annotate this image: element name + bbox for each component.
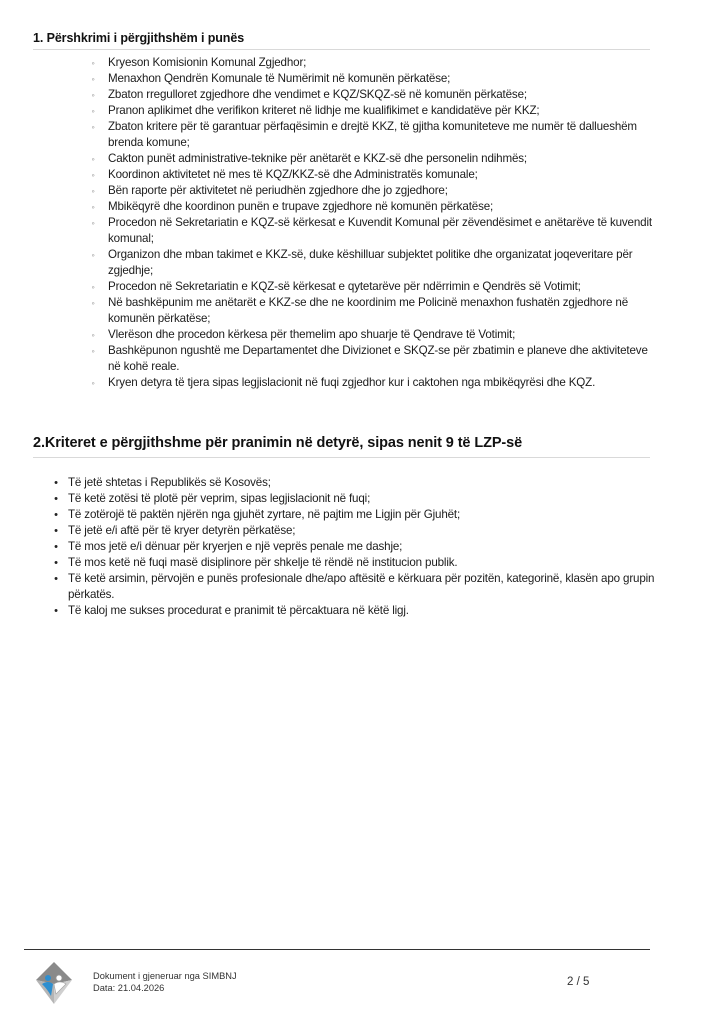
- bullet-icon: •: [54, 509, 58, 521]
- hollow-bullet-icon: ◦: [91, 106, 95, 116]
- bullet-icon: •: [54, 605, 58, 617]
- list-item-text: Kryen detyra të tjera sipas legjislacionit në fuqi zgjedhor kur i caktohen nga mbikëqyrësi dhe KQZ.: [108, 376, 596, 389]
- bullet-icon: •: [54, 525, 58, 537]
- criteria-item: [54, 491, 658, 507]
- hollow-bullet-icon: ◦: [91, 74, 95, 84]
- list-item-text: Organizon dhe mban takimet e KKZ-së, duke këshilluar subjektet politike dhe organizatat joqeveritare për zgjedhje;: [108, 248, 633, 277]
- simbnj-logo-icon: [36, 962, 72, 1004]
- footer-info: [93, 970, 237, 994]
- list-item-text: Në bashkëpunim me anëtarët e KKZ-se dhe ne koordinim me Policinë menaxhon fushatën zgjedhore në komunën përkatëse;: [108, 296, 629, 325]
- list-item-text: Bashkëpunon ngushtë me Departamentet dhe Divizionet e SKQZ-se për zbatimin e planeve dhe aktiviteteve në kohë reale.: [108, 344, 648, 373]
- hollow-bullet-icon: ◦: [91, 90, 95, 100]
- list-item-text: Pranon aplikimet dhe verifikon kriteret në lidhje me kualifikimet e kandidatëve për KKZ;: [108, 104, 540, 117]
- job-duty-item: [91, 215, 653, 247]
- hollow-bullet-icon: ◦: [91, 378, 95, 388]
- job-duty-item: [91, 279, 653, 295]
- hollow-bullet-icon: ◦: [91, 346, 95, 356]
- criteria-item: [54, 603, 658, 619]
- list-item-text: Të mos ketë në fuqi masë disiplinore për shkelje të rëndë në institucion publik.: [68, 556, 458, 569]
- section-heading-general-criteria: 2.Kriteret e përgjithshme për pranimin në detyrë, sipas nenit 9 të LZP-së: [33, 434, 650, 458]
- list-item-text: Të jetë e/i aftë për të kryer detyrën përkatëse;: [68, 524, 296, 537]
- job-duty-item: [91, 55, 653, 71]
- list-item-text: Të jetë shtetas i Republikës së Kosovës;: [68, 476, 271, 489]
- list-item-text: Kryeson Komisionin Komunal Zgjedhor;: [108, 56, 307, 69]
- list-item-text: Cakton punët administrative-teknike për anëtarët e KKZ-së dhe personelin ndihmës;: [108, 152, 527, 165]
- list-item-text: Koordinon aktivitetet në mes të KQZ/KKZ-së dhe Administratës komunale;: [108, 168, 478, 181]
- criteria-item: [54, 523, 658, 539]
- job-duty-item: [91, 375, 653, 391]
- list-item-text: Mbikëqyrë dhe koordinon punën e trupave zgjedhore në komunën përkatëse;: [108, 200, 494, 213]
- bullet-icon: •: [54, 557, 58, 569]
- section-heading-job-description: 1. Përshkrimi i përgjithshëm i punës: [33, 30, 650, 50]
- hollow-bullet-icon: ◦: [91, 218, 95, 228]
- job-duty-item: [91, 71, 653, 87]
- list-item-text: Zbaton rregulloret zgjedhore dhe vendimet e KQZ/SKQZ-së në komunën përkatëse;: [108, 88, 527, 101]
- job-duty-item: [91, 183, 653, 199]
- job-duty-item: [91, 327, 653, 343]
- job-description-list: [91, 55, 653, 391]
- job-duty-item: [91, 87, 653, 103]
- list-item-text: Zbaton kritere për të garantuar përfaqësimin e drejtë KKZ, të gjitha komuniteteve me numër të dallueshëm brenda komune;: [108, 120, 637, 149]
- generated-by-text: Dokument i gjeneruar nga SIMBNJ: [93, 971, 237, 981]
- bullet-icon: •: [54, 541, 58, 553]
- list-item-text: Të mos jetë e/i dënuar për kryerjen e një veprës penale me dashje;: [68, 540, 403, 553]
- criteria-item: [54, 555, 658, 571]
- bullet-icon: •: [54, 493, 58, 505]
- job-duty-item: [91, 151, 653, 167]
- job-duty-item: [91, 119, 653, 151]
- job-duty-item: [91, 103, 653, 119]
- list-item-text: Bën raporte për aktivitetet në periudhën zgjedhore dhe jo zgjedhore;: [108, 184, 448, 197]
- list-item-text: Procedon në Sekretariatin e KQZ-së kërkesat e Kuvendit Komunal për zëvendësimet e anëtarëve të kuvendit komunal;: [108, 216, 652, 245]
- job-duty-item: [91, 343, 653, 375]
- hollow-bullet-icon: ◦: [91, 122, 95, 132]
- general-criteria-list: [54, 475, 658, 619]
- hollow-bullet-icon: ◦: [91, 250, 95, 260]
- document-date: Data: 21.04.2026: [93, 983, 165, 993]
- job-duty-item: [91, 247, 653, 279]
- footer-divider: [24, 949, 650, 950]
- list-item-text: Vlerëson dhe procedon kërkesa për themelim apo shuarje të Qendrave të Votimit;: [108, 328, 516, 341]
- list-item-text: Procedon në Sekretariatin e KQZ-së kërkesat e qytetarëve për ndërrimin e Qendrës së Votimit;: [108, 280, 581, 293]
- hollow-bullet-icon: ◦: [91, 202, 95, 212]
- hollow-bullet-icon: ◦: [91, 298, 95, 308]
- list-item-text: Menaxhon Qendrën Komunale të Numërimit në komunën përkatëse;: [108, 72, 451, 85]
- criteria-item: [54, 571, 658, 603]
- hollow-bullet-icon: ◦: [91, 282, 95, 292]
- hollow-bullet-icon: ◦: [91, 186, 95, 196]
- page-indicator: 2 / 5: [567, 976, 590, 988]
- job-duty-item: [91, 199, 653, 215]
- list-item-text: Të zotërojë të paktën njërën nga gjuhët zyrtare, në pajtim me Ligjin për Gjuhët;: [68, 508, 461, 521]
- list-item-text: Të ketë zotësi të plotë për veprim, sipas legjislacionit në fuqi;: [68, 492, 371, 505]
- bullet-icon: •: [54, 573, 58, 585]
- hollow-bullet-icon: ◦: [91, 58, 95, 68]
- job-duty-item: [91, 167, 653, 183]
- hollow-bullet-icon: ◦: [91, 330, 95, 340]
- list-item-text: Të kaloj me sukses procedurat e pranimit të përcaktuara në këtë ligj.: [68, 604, 409, 617]
- criteria-item: [54, 507, 658, 523]
- hollow-bullet-icon: ◦: [91, 170, 95, 180]
- hollow-bullet-icon: ◦: [91, 154, 95, 164]
- list-item-text: Të ketë arsimin, përvojën e punës profesionale dhe/apo aftësitë e kërkuara për pozitën, kategorinë, klasën apo grupin përkatës.: [68, 572, 655, 601]
- criteria-item: [54, 475, 658, 491]
- criteria-item: [54, 539, 658, 555]
- bullet-icon: •: [54, 477, 58, 489]
- job-duty-item: [91, 295, 653, 327]
